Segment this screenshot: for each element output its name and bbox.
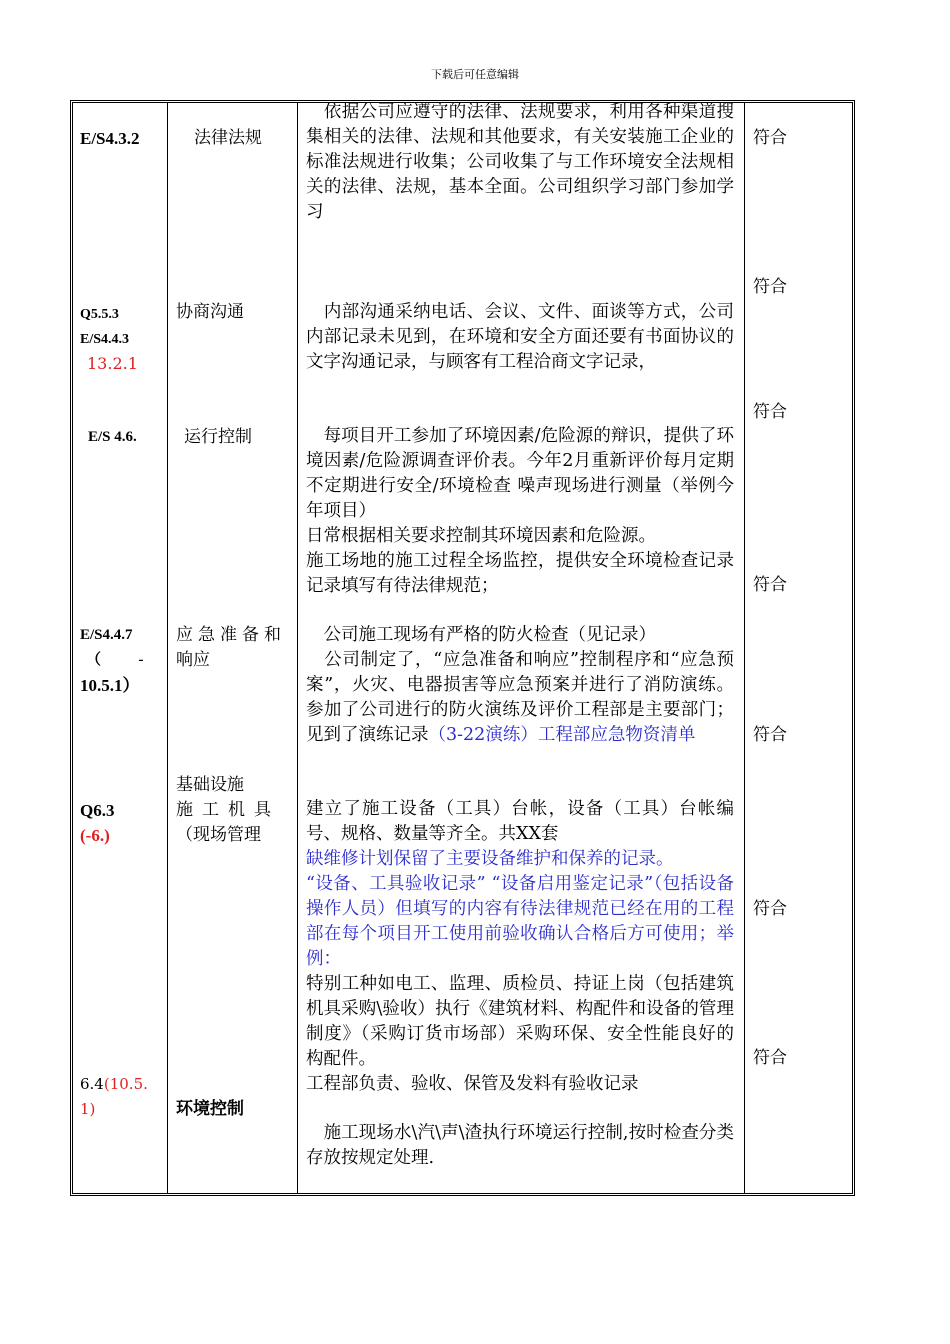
clause-ref-red: 13.2.1 — [87, 354, 138, 373]
topic-label: 应急准备和 — [176, 625, 286, 645]
clause-ref: Q6.3 — [80, 801, 115, 820]
result-label: 符合 — [753, 1048, 787, 1068]
clause-ref: E/S 4.6. — [88, 429, 137, 445]
column-divider — [297, 103, 298, 1193]
topic-label: （现场管理 — [176, 825, 261, 845]
finding-text: 内部沟通采纳电话、会议、文件、面谈等方式，公司内部记录未见到，在环境和安全方面还要有书面协议的文字沟通记录，与顾客有工程洽商文字记录， — [306, 302, 734, 372]
clause-ref: 6.4(10.5. — [80, 1075, 148, 1093]
highlight-text: （3-22演练）工程部应急物资清单 — [428, 725, 696, 745]
topic-label: 环境控制 — [176, 1099, 244, 1119]
topic-label: 运行控制 — [184, 427, 252, 447]
result-label: 符合 — [753, 899, 787, 919]
clause-ref: E/S4.4.3 — [80, 332, 130, 347]
clause-ref: E/S4.3.2 — [80, 129, 140, 148]
column-divider — [167, 103, 168, 1193]
finding-text: 建立了施工设备（工具）台帐，设备（工具）台帐编号、规格、数量等齐全。共XX套 缺维修计划保留了主要设备维护和保养的记录。 “设备、工具验收记录” “设备启用鉴定记录”（包括设备操作人员）但填写的内容有待法律规范已经在用的工程部在每个项目开工使用前验收确认合格后方可使用；举例： 特别工种如电工、监理、质检员、持证上岗（包括建筑机具采购\验收）执行《建筑材料、构配件和设备的管理制度》（采购订货市场部）采购环保、安全性能良好的构配件。 工程部负责、验收、保管及发料有验收记录 — [306, 799, 734, 1094]
result-label: 符合 — [753, 277, 787, 297]
topic-label: 协商沟通 — [176, 302, 244, 322]
topic-label: 基础设施 — [176, 775, 244, 795]
topic-label: 响应 — [176, 650, 210, 670]
finding-text: 每项目开工参加了环境因素/危险源的辩识，提供了环境因素/危险源调查评价表。今年2月重新评价每月定期不定期进行安全/环境检查 噪声现场进行测量（举例今年项目） 日常根据相关要求控制其环境因素和危险源。 施工场地的施工过程全场监控，提供安全环境检查记录记录填写有待法律规范； — [306, 426, 734, 596]
result-label: 符合 — [753, 725, 787, 745]
highlight-text: “设备、工具验收记录” “设备启用鉴定记录”（包括设备操作人员）但填写的内容有待法律规范已经在用的工程部在每个项目开工使用前验收确认合格后方可使用；举例： — [306, 874, 734, 969]
topic-label: 施工机具 — [176, 800, 280, 820]
page-header: 下载后可任意编辑 — [431, 68, 519, 81]
clause-ref: 10.5.1） — [80, 676, 140, 695]
topic-label: 法律法规 — [194, 128, 262, 148]
clause-ref-red: (-6.) — [80, 826, 110, 845]
clause-ref: E/S4.4.7 — [80, 627, 133, 643]
clause-ref: Q5.5.3 — [80, 307, 119, 322]
result-label: 符合 — [753, 402, 787, 422]
clause-ref-red: 1) — [80, 1100, 96, 1118]
result-label: 符合 — [753, 128, 787, 148]
highlight-text: 缺维修计划保留了主要设备维护和保养的记录。 — [306, 849, 674, 869]
result-label: 符合 — [753, 575, 787, 595]
finding-text: 依据公司应遵守的法律、法规要求，利用各种渠道搜集相关的法律、法规和其他要求，有关安装施工企业的标准法规进行收集；公司收集了与工作环境安全法规相关的法律、法规，基本全面。公司组织学习部门参加学习 — [306, 102, 734, 222]
clause-ref: （ - — [86, 652, 144, 668]
column-divider — [744, 103, 745, 1193]
finding-text: 施工现场水\汽\声\渣执行环境运行控制,按时检查分类存放按规定处理. — [306, 1123, 734, 1168]
finding-text: 公司施工现场有严格的防火检查（见记录） 公司制定了，“应急准备和响应”控制程序和“应急预案”，火灾、电器损害等应急预案并进行了消防演练。参加了公司进行的防火演练及评价工程部是主要部门；见到了演练记录（3-22演练）工程部应急物资清单 — [306, 625, 734, 745]
